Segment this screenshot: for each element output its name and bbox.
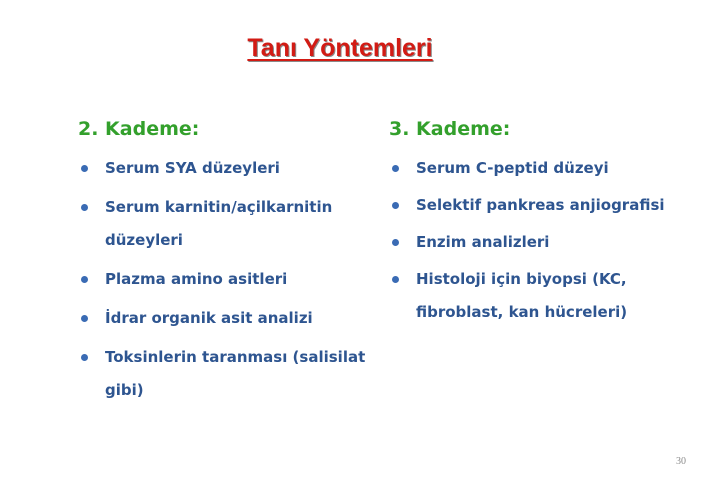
bullet-icon <box>392 276 399 283</box>
list-item <box>78 263 378 296</box>
list-item <box>78 152 378 185</box>
list-item <box>389 226 709 259</box>
list-item-text: Serum karnitin/açilkarnitin düzeyleri <box>105 198 333 249</box>
list-item-text: Enzim analizleri <box>416 233 550 251</box>
list-item <box>389 189 709 222</box>
bullet-icon <box>81 165 88 172</box>
list-item <box>389 152 709 185</box>
list-item <box>78 191 378 257</box>
bullet-icon <box>81 315 88 322</box>
list-item-text: Plazma amino asitleri <box>105 270 288 288</box>
bullet-icon <box>392 239 399 246</box>
right-item-list <box>389 152 709 329</box>
slide-title: Tanı Yöntemleri <box>247 34 433 62</box>
right-column-heading: 3. Kademe: <box>389 118 511 140</box>
list-item-text: Selektif pankreas anjiografisi <box>416 196 665 214</box>
list-item <box>78 341 378 407</box>
bullet-icon <box>81 354 88 361</box>
left-item-list <box>78 152 378 407</box>
list-item-text: Toksinlerin taranması (salisilat gibi) <box>105 348 366 399</box>
page-number: 30 <box>676 456 686 467</box>
list-item <box>389 263 709 329</box>
list-item-text: İdrar organik asit analizi <box>105 309 313 327</box>
left-column-heading: 2. Kademe: <box>78 118 200 140</box>
list-item-text: Histoloji için biyopsi (KC, fibroblast, kan hücreleri) <box>416 270 628 321</box>
list-item <box>78 302 378 335</box>
bullet-icon <box>392 202 399 209</box>
bullet-icon <box>81 276 88 283</box>
bullet-icon <box>81 204 88 211</box>
list-item-text: Serum C-peptid düzeyi <box>416 159 609 177</box>
list-item-text: Serum SYA düzeyleri <box>105 159 280 177</box>
right-column <box>389 118 709 333</box>
bullet-icon <box>392 165 399 172</box>
left-column <box>78 118 378 413</box>
